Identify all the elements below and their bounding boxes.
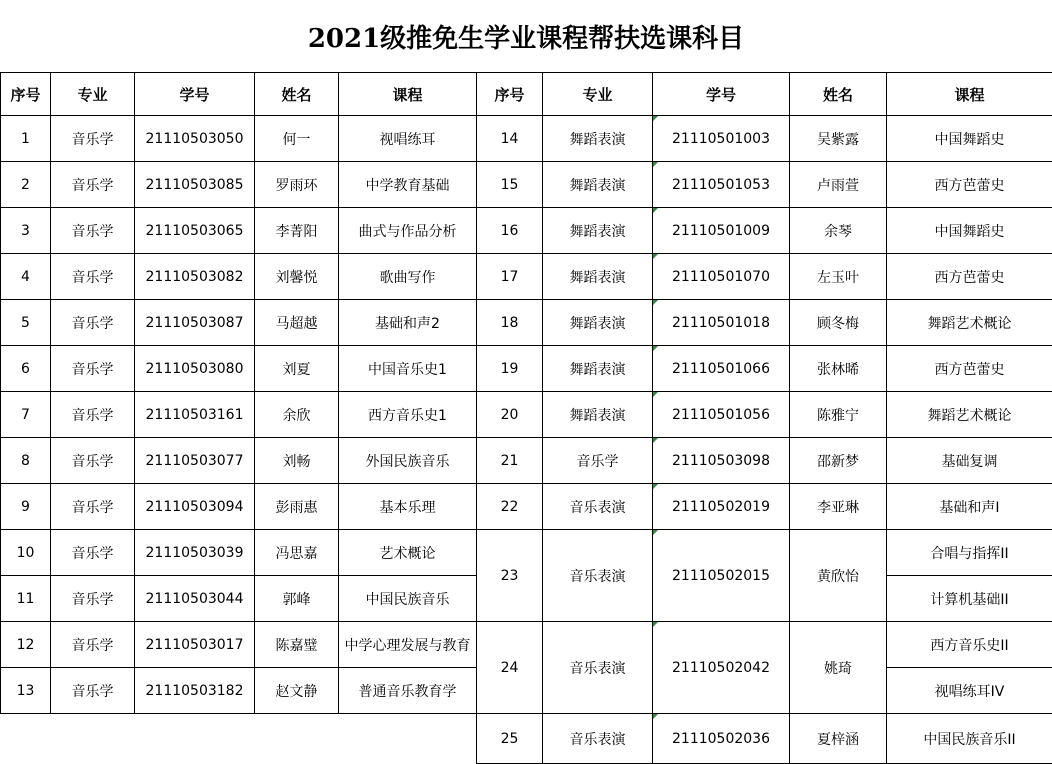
table-cell[interactable]: 19 [477,346,543,392]
table-cell[interactable]: 中学教育基础 [339,162,477,208]
table-cell[interactable]: 25 [477,714,543,764]
table-cell[interactable]: 21 [477,438,543,484]
table-cell[interactable]: 西方芭蕾史 [887,254,1052,300]
table-cell[interactable]: 6 [1,346,51,392]
empty-cell[interactable] [339,714,477,764]
table-cell[interactable]: 音乐学 [51,162,135,208]
table-cell[interactable]: 音乐学 [51,392,135,438]
header-cell[interactable]: 专业 [543,73,653,116]
table-cell[interactable]: 曲式与作品分析 [339,208,477,254]
table-cell[interactable]: 舞蹈表演 [543,162,653,208]
table-cell[interactable]: 10 [1,530,51,576]
table-cell[interactable]: 音乐学 [51,438,135,484]
table-cell[interactable]: 音乐学 [51,622,135,668]
table-cell[interactable]: 李菁阳 [255,208,339,254]
table-cell[interactable]: 黄欣怡 [790,530,887,622]
table-cell[interactable]: 21110501056 [653,392,790,438]
table-cell[interactable]: 艺术概论 [339,530,477,576]
table-cell[interactable]: 舞蹈表演 [543,392,653,438]
table-cell[interactable]: 中国民族音乐 [339,576,477,622]
table-cell[interactable]: 舞蹈表演 [543,116,653,162]
table-cell[interactable]: 基础复调 [887,438,1052,484]
table-cell[interactable]: 21110503161 [135,392,255,438]
table-cell[interactable]: 21110501066 [653,346,790,392]
table-cell[interactable]: 12 [1,622,51,668]
table-cell[interactable]: 8 [1,438,51,484]
empty-cell[interactable] [255,714,339,764]
table-cell[interactable]: 3 [1,208,51,254]
table-cell[interactable]: 音乐学 [543,438,653,484]
header-cell[interactable]: 学号 [135,73,255,116]
table-cell[interactable]: 21110503098 [653,438,790,484]
table-cell[interactable]: 中国舞蹈史 [887,208,1052,254]
table-cell[interactable]: 彭雨惠 [255,484,339,530]
table-cell[interactable]: 计算机基础II [887,576,1052,622]
table-cell[interactable]: 音乐学 [51,530,135,576]
table-cell[interactable]: 舞蹈艺术概论 [887,300,1052,346]
table-cell[interactable]: 舞蹈表演 [543,208,653,254]
table-cell[interactable]: 11 [1,576,51,622]
table-cell[interactable]: 冯思嘉 [255,530,339,576]
sheet-title: 2021级推免生学业课程帮扶选课科目 [0,0,1052,73]
table-cell[interactable]: 13 [1,668,51,714]
table-cell[interactable]: 中学心理发展与教育 [339,622,477,668]
table-cell[interactable]: 21110501053 [653,162,790,208]
header-cell[interactable]: 序号 [477,73,543,116]
table-cell[interactable]: 音乐学 [51,208,135,254]
table-cell[interactable]: 23 [477,530,543,622]
table-cell[interactable]: 何一 [255,116,339,162]
table-cell[interactable]: 音乐学 [51,346,135,392]
table-cell[interactable]: 基础和声I [887,484,1052,530]
table-cell[interactable]: 舞蹈表演 [543,300,653,346]
table-cell[interactable]: 左玉叶 [790,254,887,300]
table-cell[interactable]: 音乐学 [51,300,135,346]
table-cell[interactable]: 21110503017 [135,622,255,668]
table-row [1,254,1052,300]
header-cell[interactable]: 学号 [653,73,790,116]
header-cell[interactable]: 专业 [51,73,135,116]
table-row [1,392,1052,438]
table-row [1,346,1052,392]
table-cell[interactable]: 刘馨悦 [255,254,339,300]
header-row [1,73,1052,116]
table-cell[interactable]: 陈雅宁 [790,392,887,438]
table-cell[interactable]: 21110503087 [135,300,255,346]
table-cell[interactable]: 舞蹈表演 [543,254,653,300]
table-cell[interactable]: 音乐表演 [543,530,653,622]
table-cell[interactable]: 21110503080 [135,346,255,392]
table-cell[interactable]: 视唱练耳 [339,116,477,162]
table-cell[interactable]: 邵新梦 [790,438,887,484]
table-row [1,438,1052,484]
table-cell[interactable]: 张林晞 [790,346,887,392]
table-cell[interactable]: 音乐学 [51,254,135,300]
table-cell[interactable]: 外国民族音乐 [339,438,477,484]
table-row [1,484,1052,530]
table-cell[interactable]: 赵文静 [255,668,339,714]
table-cell[interactable]: 21110502042 [653,622,790,714]
table-cell[interactable]: 顾冬梅 [790,300,887,346]
header-cell[interactable]: 姓名 [790,73,887,116]
table-cell[interactable]: 普通音乐教育学 [339,668,477,714]
table-cell[interactable]: 21110503077 [135,438,255,484]
table-cell[interactable]: 21110501018 [653,300,790,346]
table-cell[interactable]: 基本乐理 [339,484,477,530]
table-cell[interactable]: 合唱与指挥II [887,530,1052,576]
table-cell[interactable]: 音乐表演 [543,622,653,714]
header-cell[interactable]: 课程 [339,73,477,116]
table-cell[interactable]: 西方音乐史1 [339,392,477,438]
table-cell[interactable]: 21110503182 [135,668,255,714]
table-cell[interactable]: 西方芭蕾史 [887,346,1052,392]
table-cell[interactable]: 音乐学 [51,484,135,530]
table-cell[interactable]: 5 [1,300,51,346]
table-cell[interactable]: 舞蹈表演 [543,346,653,392]
table-cell[interactable]: 21110503050 [135,116,255,162]
table-row [1,208,1052,254]
table-cell[interactable]: 视唱练耳IV [887,668,1052,714]
table-cell[interactable]: 李亚琳 [790,484,887,530]
table-cell[interactable]: 余琴 [790,208,887,254]
table-cell[interactable]: 刘夏 [255,346,339,392]
table-cell[interactable]: 音乐表演 [543,484,653,530]
table-cell[interactable]: 21110503085 [135,162,255,208]
table-cell[interactable]: 舞蹈艺术概论 [887,392,1052,438]
table-cell[interactable]: 21110502019 [653,484,790,530]
table-cell[interactable]: 21110501003 [653,116,790,162]
table-cell[interactable]: 9 [1,484,51,530]
table-cell[interactable]: 1 [1,116,51,162]
table-cell[interactable]: 音乐学 [51,116,135,162]
table-row [1,714,1052,764]
table-cell[interactable]: 21110502036 [653,714,790,764]
table-cell[interactable]: 21110503039 [135,530,255,576]
table-row [1,622,1052,668]
table-cell[interactable]: 21110501070 [653,254,790,300]
table-cell[interactable]: 郭峰 [255,576,339,622]
table-row [1,530,1052,576]
table-cell[interactable]: 18 [477,300,543,346]
table-cell[interactable]: 16 [477,208,543,254]
table-row [1,116,1052,162]
table-cell[interactable]: 22 [477,484,543,530]
table-cell[interactable]: 21110503065 [135,208,255,254]
table-cell[interactable]: 罗雨环 [255,162,339,208]
table-cell[interactable]: 西方芭蕾史 [887,162,1052,208]
table-row [1,300,1052,346]
table-cell[interactable]: 2 [1,162,51,208]
table-cell[interactable]: 刘畅 [255,438,339,484]
table-cell[interactable]: 4 [1,254,51,300]
table-cell[interactable]: 夏梓涵 [790,714,887,764]
table-cell[interactable]: 姚琦 [790,622,887,714]
table-cell[interactable]: 歌曲写作 [339,254,477,300]
table-cell[interactable]: 中国舞蹈史 [887,116,1052,162]
empty-cell[interactable] [135,714,255,764]
table-cell[interactable]: 24 [477,622,543,714]
header-cell[interactable]: 课程 [887,73,1052,116]
table-cell[interactable]: 卢雨萱 [790,162,887,208]
table-cell[interactable]: 中国音乐史1 [339,346,477,392]
table-cell[interactable]: 西方音乐史II [887,622,1052,668]
table-cell[interactable]: 音乐表演 [543,714,653,764]
table-cell[interactable]: 陈嘉璧 [255,622,339,668]
table-cell[interactable]: 21110502015 [653,530,790,622]
table-cell[interactable]: 音乐学 [51,668,135,714]
table-cell[interactable]: 21110503094 [135,484,255,530]
table-row [1,162,1052,208]
table-cell[interactable]: 音乐学 [51,576,135,622]
empty-cell[interactable] [51,714,135,764]
table-cell[interactable]: 7 [1,392,51,438]
header-cell[interactable]: 序号 [1,73,51,116]
table-cell[interactable]: 21110503044 [135,576,255,622]
header-cell[interactable]: 姓名 [255,73,339,116]
course-table [0,72,1052,764]
table-cell[interactable]: 吴紫露 [790,116,887,162]
table-cell[interactable]: 21110501009 [653,208,790,254]
table-cell[interactable]: 余欣 [255,392,339,438]
table-cell[interactable]: 中国民族音乐II [887,714,1052,764]
table-cell[interactable]: 基础和声2 [339,300,477,346]
table-cell[interactable]: 马超越 [255,300,339,346]
empty-cell[interactable] [1,714,51,764]
table-cell[interactable]: 21110503082 [135,254,255,300]
table-cell[interactable]: 17 [477,254,543,300]
table-cell[interactable]: 14 [477,116,543,162]
table-cell[interactable]: 15 [477,162,543,208]
table-cell[interactable]: 20 [477,392,543,438]
